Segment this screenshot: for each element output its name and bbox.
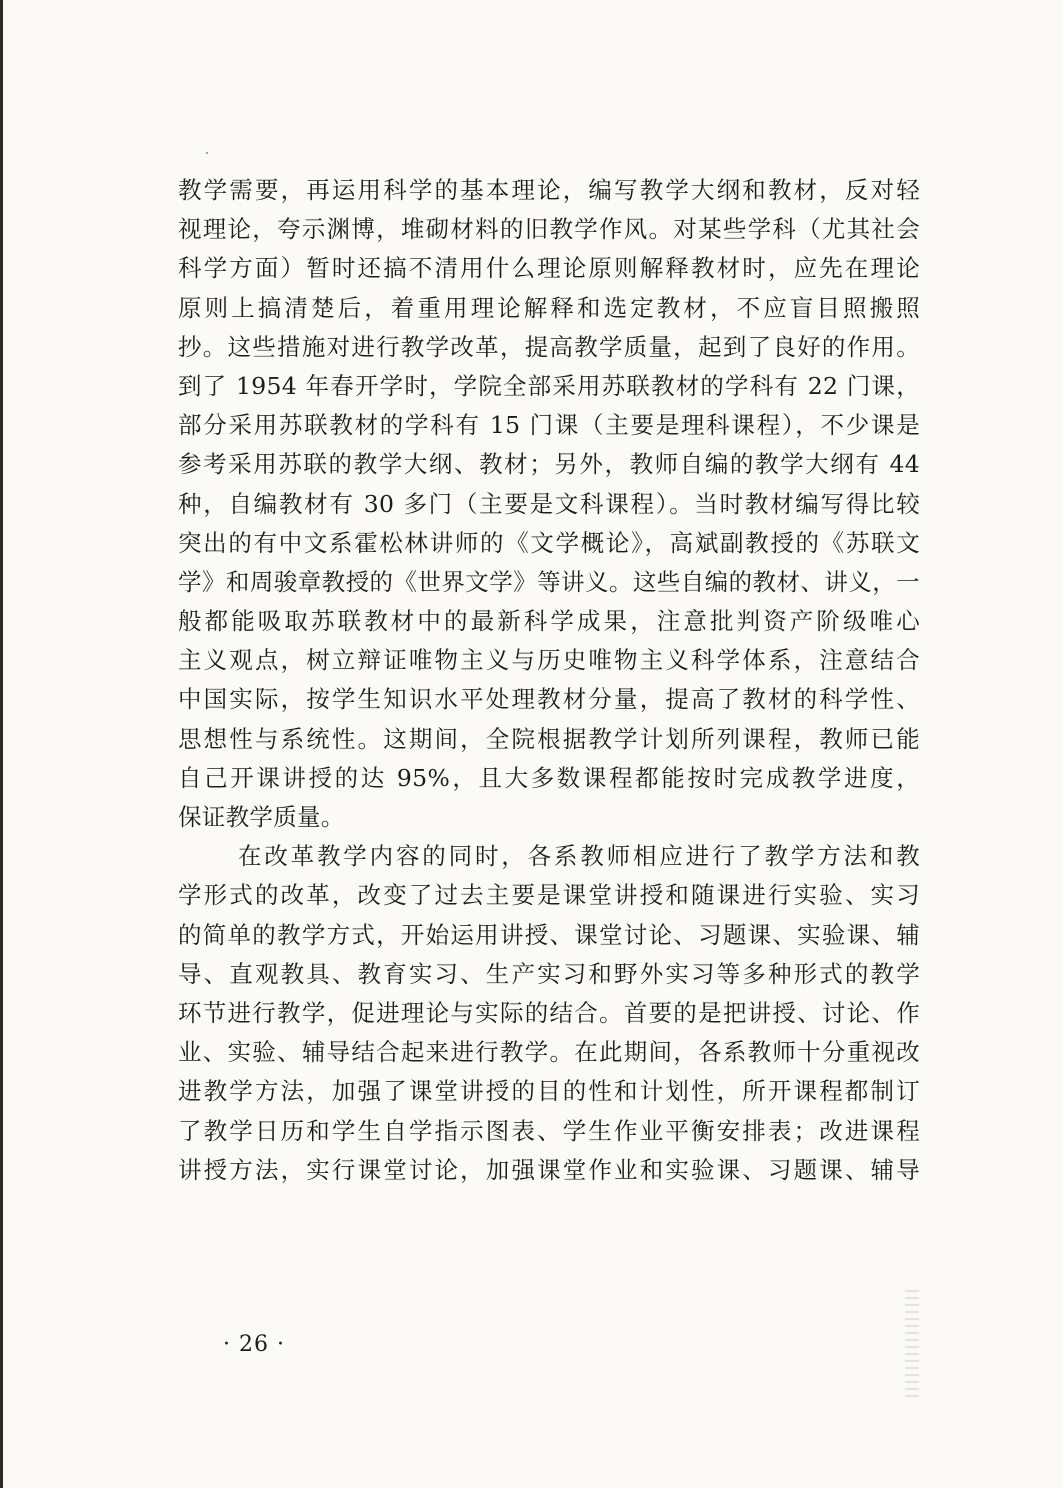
- text-line: 导、直观教具、教育实习、生产实习和野外实习等多种形式的教学: [178, 959, 920, 988]
- text-line: 保证教学质量。: [178, 803, 345, 831]
- text-line: 抄。这些措施对进行教学改革，提高教学质量，起到了良好的作用。: [178, 332, 920, 361]
- text-line: 学》和周骏章教授的《世界文学》等讲义。这些自编的教材、讲义，一: [178, 567, 920, 596]
- text-line: 突出的有中文系霍松林讲师的《文学概论》，高斌副教授的《苏联文: [178, 528, 920, 557]
- text-line: 教学需要，再运用科学的基本理论，编写教学大纲和教材，反对轻: [178, 176, 920, 204]
- text-line: 参考采用苏联的教学大纲、教材；另外，教师自编的教学大纲有 44: [178, 450, 920, 479]
- scan-left-edge: [0, 0, 3, 1488]
- paragraph-1: [178, 171, 920, 837]
- scan-speck: [206, 152, 208, 154]
- text-line: 环节进行教学，促进理论与实际的结合。首要的是把讲授、讨论、作: [178, 998, 920, 1027]
- text-line: 部分采用苏联教材的学科有 15 门课（主要是理科课程），不少课是: [178, 411, 920, 440]
- text-line: 在改革教学内容的同时，各系教师相应进行了教学方法和教: [238, 842, 920, 871]
- text-line: 讲授方法，实行课堂讨论，加强课堂作业和实验课、习题课、辅导: [178, 1155, 920, 1184]
- paragraph-2: [178, 837, 920, 1190]
- text-line: 业、实验、辅导结合起来进行教学。在此期间，各系教师十分重视改: [178, 1038, 920, 1067]
- text-line: 中国实际，按学生知识水平处理教材分量，提高了教材的科学性、: [178, 685, 920, 714]
- text-line: 种，自编教材有 30 多门（主要是文科课程）。当时教材编写得比较: [178, 489, 920, 518]
- scan-margin-noise: [905, 1290, 919, 1400]
- page-number: · 26 ·: [223, 1332, 285, 1357]
- text-line: 到了 1954 年春开学时，学院全部采用苏联教材的学科有 22 门课，: [178, 371, 920, 400]
- text-line: 了教学日历和学生自学指示图表、学生作业平衡安排表；改进课程: [178, 1116, 920, 1145]
- text-line: 科学方面）暂时还搞不清用什么理论原则解释教材时，应先在理论: [178, 254, 920, 283]
- text-line: 般都能吸取苏联教材中的最新科学成果，注意批判资产阶级唯心: [178, 607, 920, 636]
- text-line: 自己开课讲授的达 95%，且大多数课程都能按时完成教学进度，: [178, 763, 920, 792]
- body-text: [178, 171, 920, 1190]
- text-line: 思想性与系统性。这期间，全院根据教学计划所列课程，教师已能: [178, 724, 920, 753]
- text-line: 主义观点，树立辩证唯物主义与历史唯物主义科学体系，注意结合: [178, 646, 920, 675]
- text-line: 的简单的教学方式，开始运用讲授、课堂讨论、习题课、实验课、辅: [178, 920, 920, 949]
- text-line: 原则上搞清楚后，着重用理论解释和选定教材，不应盲目照搬照: [178, 293, 920, 322]
- text-line: 进教学方法，加强了课堂讲授的目的性和计划性，所开课程都制订: [178, 1077, 920, 1106]
- text-line: 视理论，夸示渊博，堆砌材料的旧教学作风。对某些学科（尤其社会: [178, 215, 920, 244]
- text-line: 学形式的改革，改变了过去主要是课堂讲授和随课进行实验、实习: [178, 881, 920, 910]
